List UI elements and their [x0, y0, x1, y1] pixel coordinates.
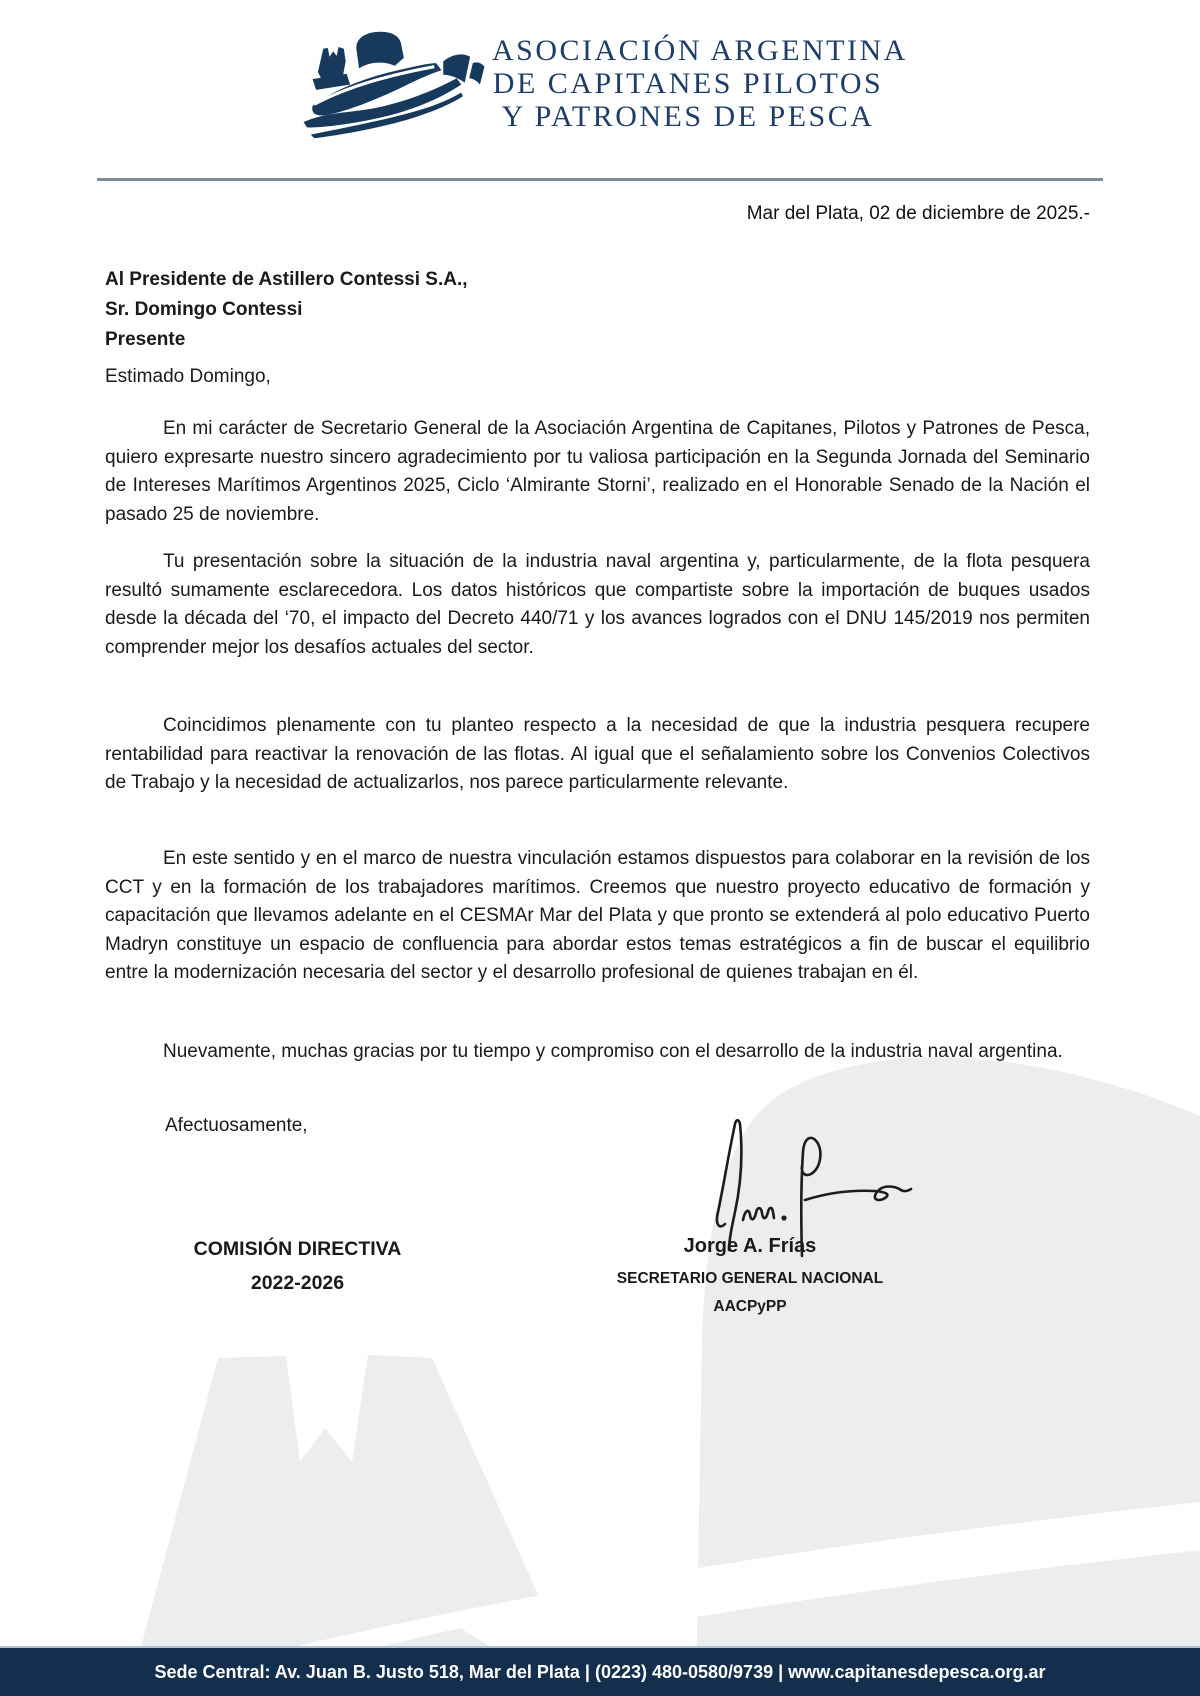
org-name-line-2: DE CAPITANES PILOTOS [492, 67, 884, 100]
date-line: Mar del Plata, 02 de diciembre de 2025.- [746, 203, 1090, 224]
recipient-line-3: Presente [105, 329, 186, 350]
letter-paragraph-4: En este sentido y en el marco de nuestra vinculación estamos dispuestos para colaborar en la revisión de los CCT y en la formación de los trabajadores marítimos. Creemos que nuestro proyecto educativo de formación y capacitación que llevamos adelante en el CESMAr Mar del Plata y que pronto se extenderá al polo educativo Puerto Madryn constituye un espacio de confluencia para abordar estos temas estratégicos a fin de buscar el equilibrio entre la modernización necesaria del sector y el desarrollo profesional de quienes trabajan en él. [105, 848, 1090, 983]
letter-paragraph-2: Tu presentación sobre la situación de la industria naval argentina y, particularmente, de la flota pesquera resultó sumamente esclarecedora. Los datos históricos que compartiste sobre la importación de buques usados desde la década del ‘70, el impacto del Decreto 440/71 y los avances logrados con el DNU 145/2019 nos permiten comprender mejor los desafíos actuales del sector. [105, 551, 1090, 658]
signer-org-abbreviation: AACPyPP [713, 1298, 787, 1315]
org-logo-boat-icon [300, 26, 488, 144]
footer-bar [0, 1646, 1200, 1696]
letter-paragraph-3: Coincidimos plenamente con tu planteo respecto a la necesidad de que la industria pesquera recupere rentabilidad para reactivar la renovación de las flotas. Al igual que el señalamiento sobre los Convenios Colectivos de Trabajo y la necesidad de actualizarlos, nos parece particularmente relevante. [105, 715, 1090, 793]
org-name-line-1: ASOCIACIÓN ARGENTINA [492, 34, 908, 67]
salutation: Estimado Domingo, [105, 366, 271, 387]
letter-paragraph-5: Nuevamente, muchas gracias por tu tiempo y compromiso con el desarrollo de la industria naval argentina. [163, 1041, 1063, 1062]
signer-name: Jorge A. Frías [683, 1235, 817, 1257]
committee-term: 2022-2026 [250, 1272, 345, 1294]
footer-contact-text: Sede Central: Av. Juan B. Justo 518, Mar del Plata | (0223) 480-0580/9739 | www.capitanesdepesca.org.ar [154, 1661, 1046, 1682]
committee-block [165, 1238, 430, 1295]
letter-paragraph-1: En mi carácter de Secretario General de la Asociación Argentina de Capitanes, Pilotos y Patrones de Pesca, quiero expresarte nuestro sincero agradecimiento por tu valiosa participación en la Segunda Jornada del Seminario de Intereses Marítimos Argentinos 2025, Ciclo ‘Almirante Storni’, realizado en el Honorable Senado de la Nación el pasado 25 de noviembre. [105, 418, 1090, 525]
recipient-line-1: Al Presidente de Astillero Contessi S.A., [105, 269, 468, 290]
recipient-line-2: Sr. Domingo Contessi [105, 299, 303, 320]
org-name [492, 34, 908, 133]
recipient-block [105, 265, 1090, 355]
org-name-line-3: Y PATRONES DE PESCA [501, 100, 875, 133]
committee-title: COMISIÓN DIRECTIVA [193, 1238, 402, 1260]
header-divider [97, 178, 1103, 181]
signer-title: SECRETARIO GENERAL NACIONAL [616, 1270, 884, 1287]
closing: Afectuosamente, [165, 1115, 308, 1136]
